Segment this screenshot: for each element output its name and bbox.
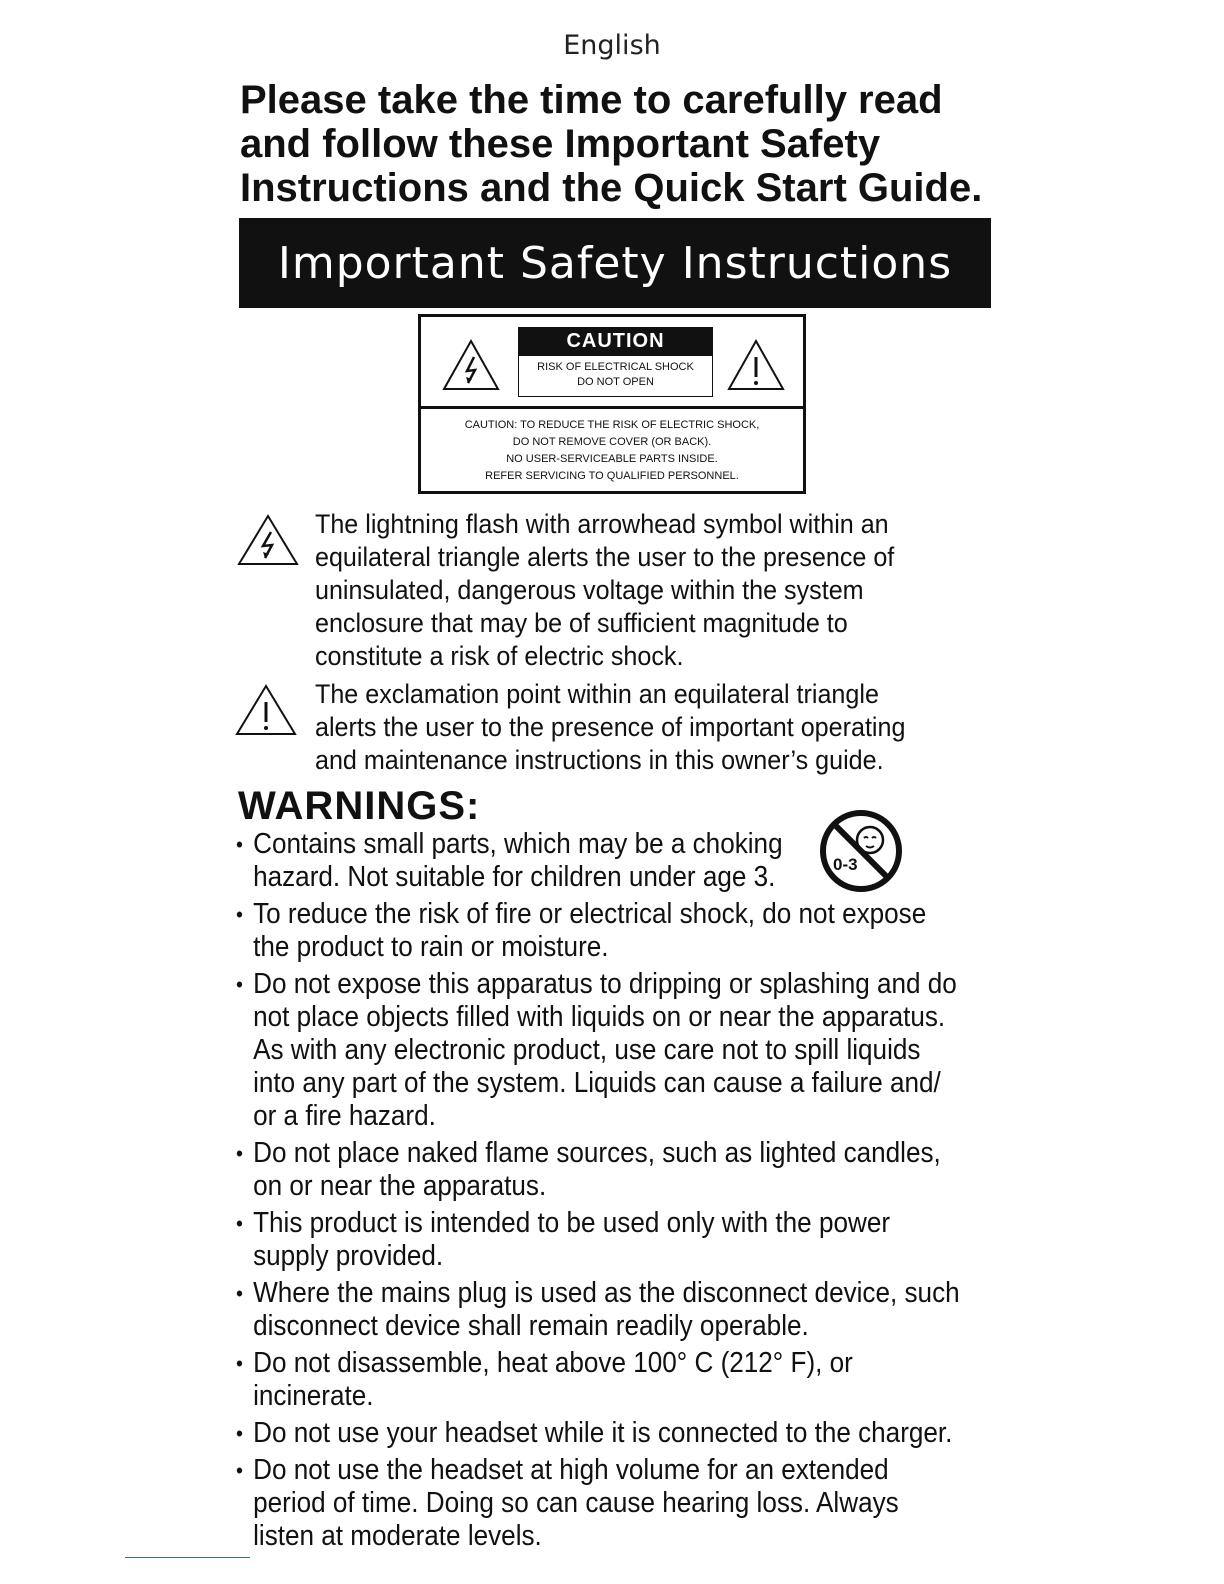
- warning-item: • To reduce the risk of fire or electrical shock, do not expose the product to rain or moisture.: [236, 898, 1000, 964]
- exclamation-triangle-icon: [234, 682, 298, 738]
- caution-panel: [418, 314, 806, 494]
- warnings-heading: WARNINGS:: [238, 784, 481, 828]
- caution-notice-line: NO USER-SERVICEABLE PARTS INSIDE.: [506, 453, 718, 465]
- banner-title: Important Safety Instructions: [277, 237, 953, 289]
- description-line: enclosure that may be of sufficient magnitude to: [315, 608, 848, 638]
- caution-notice-line: CAUTION: TO REDUCE THE RISK OF ELECTRIC SHOCK,: [464, 419, 760, 431]
- caution-label: CAUTION: [518, 327, 713, 355]
- description-line: The lightning flash with arrowhead symbol within an: [315, 509, 889, 539]
- description-line: uninsulated, dangerous voltage within the system: [315, 575, 864, 605]
- footer-rule: [125, 1557, 250, 1558]
- caution-sublabel: [518, 355, 713, 397]
- description-line: The exclamation point within an equilateral triangle: [315, 679, 879, 709]
- caution-notice: [421, 417, 803, 485]
- warning-item: • Do not use your headset while it is connected to the charger.: [236, 1417, 1000, 1450]
- caution-notice-line: DO NOT REMOVE COVER (OR BACK).: [512, 436, 712, 448]
- caution-sub-line: DO NOT OPEN: [577, 376, 654, 388]
- language-label: English: [563, 30, 661, 61]
- description-line: and maintenance instructions in this owner’s guide.: [315, 745, 884, 775]
- exclamation-triangle-icon: [726, 337, 786, 393]
- caution-notice-line: REFER SERVICING TO QUALIFIED PERSONNEL.: [485, 470, 739, 482]
- age-label: 0-3: [833, 855, 858, 874]
- caution-header: [421, 317, 803, 409]
- section-banner: [239, 218, 991, 308]
- warning-item: • Do not disassemble, heat above 100° C (212° F), or incinerate.: [236, 1347, 1000, 1413]
- warning-item: • Do not place naked flame sources, such as lighted candles, on or near the apparatus.: [236, 1137, 1000, 1203]
- warning-item: • Do not expose this apparatus to dripping or splashing and do not place objects filled with liquids on or near the apparatus. As with any electronic product, use care not to spill liquids into any part of the system. Liquids can cause a failure and/ or a fire hazard.: [236, 968, 1000, 1133]
- lightning-triangle-icon: [441, 337, 501, 393]
- warning-item: • This product is intended to be used only with the power supply provided.: [236, 1207, 1000, 1273]
- intro-line: Please take the time to carefully read: [240, 78, 943, 122]
- caution-sub-line: RISK OF ELECTRICAL SHOCK: [537, 361, 694, 373]
- warning-item: • Where the mains plug is used as the disconnect device, such disconnect device shall remain readily operable.: [236, 1277, 1000, 1343]
- description-line: constitute a risk of electric shock.: [315, 641, 684, 671]
- warning-item: • Do not use the headset at high volume for an extended period of time. Doing so can cause hearing loss. Always listen at moderate levels.: [236, 1454, 1000, 1553]
- intro-line: and follow these Important Safety: [240, 122, 881, 166]
- lightning-triangle-icon: [236, 512, 300, 568]
- exclamation-symbol-description: [315, 678, 929, 777]
- description-line: alerts the user to the presence of important operating: [315, 712, 906, 742]
- warnings-list: [236, 828, 1006, 1557]
- warning-item: • Contains small parts, which may be a choking hazard. Not suitable for children under age 3.: [236, 828, 1000, 894]
- intro-heading: [240, 78, 1000, 210]
- lightning-symbol-description: [315, 508, 929, 673]
- intro-line: Instructions and the Quick Start Guide.: [240, 166, 983, 210]
- description-line: equilateral triangle alerts the user to the presence of: [315, 542, 895, 572]
